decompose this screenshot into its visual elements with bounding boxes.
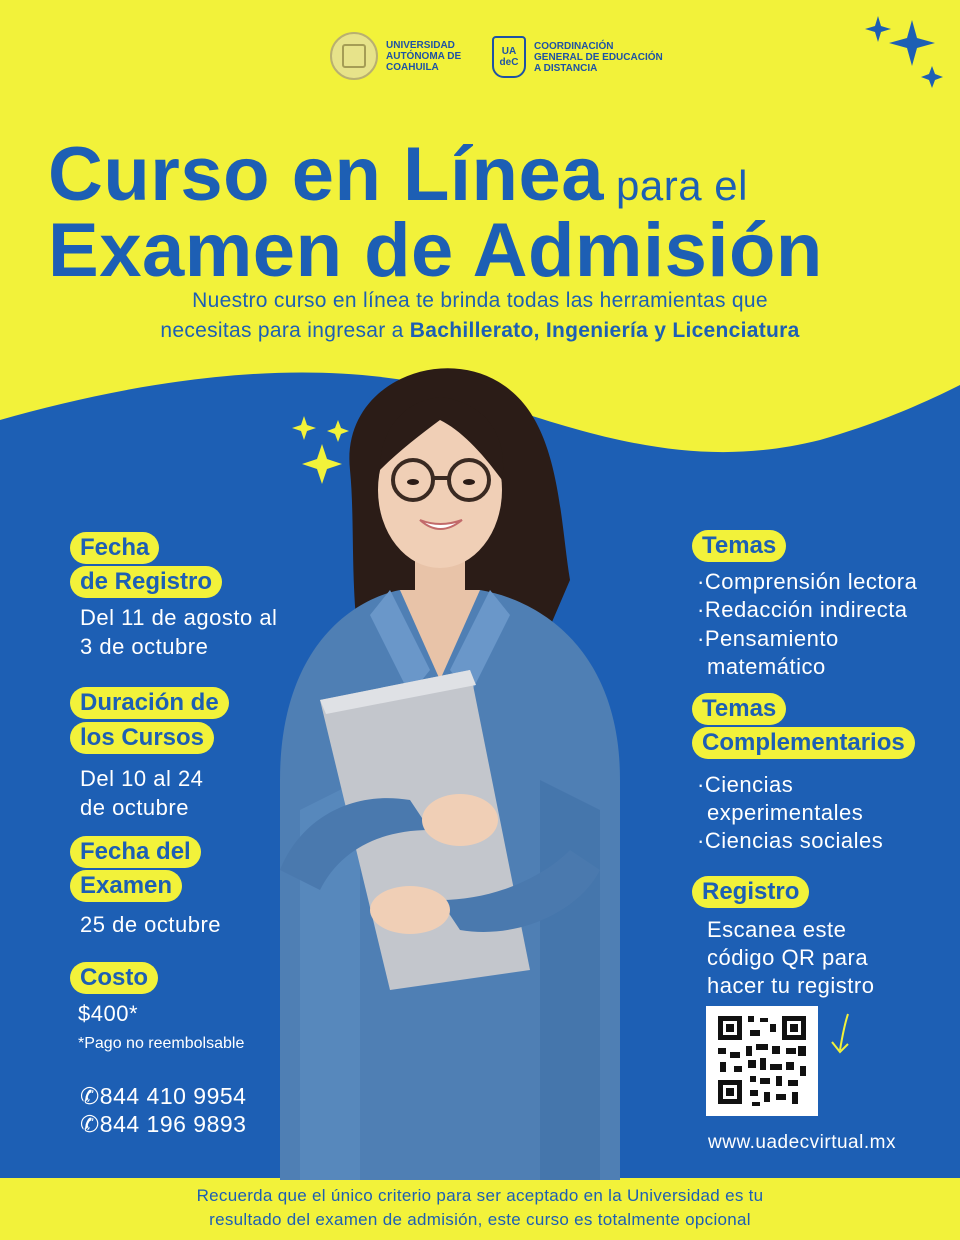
exam-date-label-1: Fecha del xyxy=(70,836,201,868)
uadec-logo xyxy=(330,32,461,80)
coordination-line: GENERAL DE EDUCACIÓN xyxy=(534,51,663,63)
complementary-topic-item: ·Ciencias xyxy=(697,772,794,797)
registration-instruction: Escanea este xyxy=(707,917,847,942)
sparkle-stars-icon xyxy=(864,12,954,92)
registration-instruction: hacer tu registro xyxy=(707,973,875,998)
course-duration-value xyxy=(80,764,203,822)
topic-item: ·Comprensión lectora xyxy=(697,569,918,594)
course-duration-line2: de octubre xyxy=(80,795,189,820)
course-duration-label-2: los Cursos xyxy=(70,722,214,754)
subtitle-line1: Nuestro curso en línea te brinda todas las herramientas que xyxy=(192,289,768,312)
subtitle-programs: Bachillerato, Ingeniería y Licenciatura xyxy=(409,319,800,342)
title-main: Curso en Línea xyxy=(48,132,604,217)
university-seal-icon xyxy=(330,32,378,80)
exam-date-value: 25 de octubre xyxy=(80,912,222,937)
registration-date-label-2: de Registro xyxy=(70,566,222,598)
whatsapp-number: 844 196 9893 xyxy=(99,1111,247,1137)
cost-label: Costo xyxy=(70,962,158,994)
footer-note xyxy=(0,1184,960,1232)
cost-value: $400* xyxy=(78,1001,139,1026)
registration-date-value xyxy=(80,603,277,661)
coordination-logo xyxy=(492,36,663,78)
university-name-line: UNIVERSIDAD xyxy=(386,39,455,51)
arrow-icon xyxy=(828,1012,858,1056)
registration-date-line1: Del 11 de agosto al xyxy=(80,605,278,630)
badge-top: UA xyxy=(501,46,517,57)
registration-instruction: código QR para xyxy=(707,945,869,970)
subtitle xyxy=(0,286,960,346)
badge-bottom: deC xyxy=(499,57,519,68)
complementary-topics-label-2: Complementarios xyxy=(692,727,915,759)
course-duration-line1: Del 10 al 24 xyxy=(80,766,204,791)
registration-date-label-1: Fecha xyxy=(70,532,159,564)
topic-item-cont: matemático xyxy=(707,654,826,679)
subtitle-line2: necesitas para ingresar a xyxy=(160,319,410,342)
phone-contact[interactable] xyxy=(80,1082,246,1111)
topics-label: Temas xyxy=(692,530,786,562)
uadec-badge-icon xyxy=(492,36,526,78)
complementary-topic-item-cont: experimentales xyxy=(707,800,864,825)
university-name-line: AUTÓNOMA DE xyxy=(386,50,462,62)
registration-date-line2: 3 de octubre xyxy=(80,634,209,659)
university-name-line: COAHUILA xyxy=(386,61,439,73)
topic-item: ·Pensamiento xyxy=(697,626,839,651)
phone-icon: ✆ xyxy=(80,1083,100,1109)
cost-note: *Pago no reembolsable xyxy=(78,1035,245,1052)
phone-number: 844 410 9954 xyxy=(99,1083,247,1109)
complementary-topic-item: ·Ciencias sociales xyxy=(697,828,884,853)
whatsapp-icon: ✆ xyxy=(80,1111,100,1137)
title-small: para el xyxy=(616,162,748,209)
coordination-line: COORDINACIÓN xyxy=(534,40,614,52)
complementary-topics-label-1: Temas xyxy=(692,693,786,725)
topic-item: ·Redacción indirecta xyxy=(697,597,908,622)
footer-line2: resultado del examen de admisión, este curso es totalmente opcional xyxy=(209,1210,751,1229)
qr-code[interactable] xyxy=(706,1006,818,1116)
exam-date-label-2: Examen xyxy=(70,870,182,902)
footer-line1: Recuerda que el único criterio para ser aceptado en la Universidad es tu xyxy=(196,1186,764,1205)
whatsapp-contact[interactable] xyxy=(80,1110,246,1139)
coordination-line: A DISTANCIA xyxy=(534,62,598,74)
page-title-line2: Examen de Admisión xyxy=(48,208,823,293)
course-duration-label-1: Duración de xyxy=(70,687,229,719)
registration-label: Registro xyxy=(692,876,809,908)
student-illustration xyxy=(240,350,660,1180)
website-link[interactable]: www.uadecvirtual.mx xyxy=(708,1132,896,1153)
